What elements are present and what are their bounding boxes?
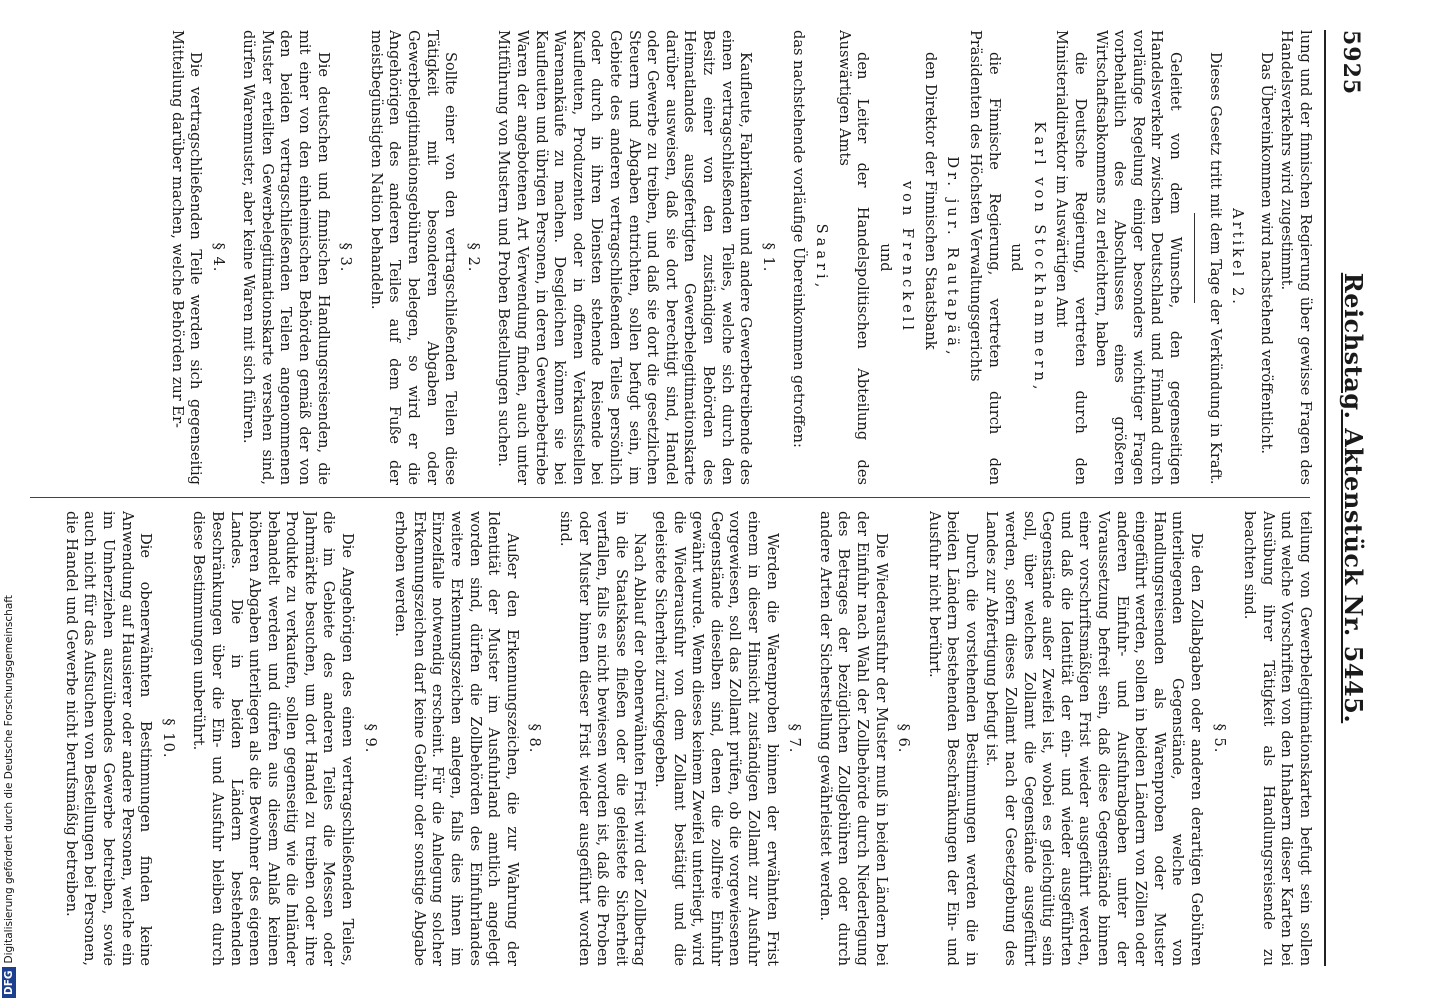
signatory-name: von Frenckell	[899, 180, 917, 335]
paragraph: Geleitet von dem Wunsche, den gegenseitigen Handelsverkehr zwischen Deutschland und Finnland durch vorläufige Regelung einiger besonders wichtiger Fragen vorbehaltlich des Abschlusses eines größeren Wirtschaftsabkommens zu erleichtern, haben	[1092, 30, 1185, 485]
short-divider	[1194, 213, 1195, 303]
paragraph: die Finnische Regierung, vertreten durch den Präsidenten des Höchsten Verwaltungsgerichts	[967, 30, 1003, 485]
paragraph: den Leiter der Handelspolitischen Abteilung des Auswärtigen Amts	[835, 30, 872, 485]
paragraph: die Deutsche Regierung, vertreten durch den Ministerialdirektor im Auswärtigen Amt	[1053, 30, 1090, 485]
paragraph: das nachstehende vorläufige Übereinkommen getroffen:	[790, 30, 808, 448]
conjunction: und	[876, 243, 894, 272]
header-rule	[1324, 30, 1326, 966]
page-title-text: Reichstag. Aktenstück Nr. 5445.	[1339, 272, 1368, 724]
section-heading: § 3.	[337, 242, 355, 273]
section-heading: § 8.	[526, 723, 544, 754]
paragraph: Nach Ablauf der obenerwähnten Frist wird der Zollbetrag in die Staatskasse fließen oder die geleistete Sicherheit verfallen, falls es nicht bewiesen worden ist, daß die Proben oder Muster binnen dieser Frist wieder ausgeführt worden sind.	[557, 511, 649, 966]
paragraph: den Direktor der Finnischen Staatsbank	[921, 52, 939, 350]
column-left	[24, 30, 1314, 485]
paragraph: Dieses Gesetz tritt mit dem Tage der Verkündung in Kraft.	[1206, 52, 1224, 485]
section-heading: § 4.	[209, 242, 227, 273]
page-title	[1338, 30, 1368, 966]
paragraph: Die Angehörigen des einen vertragschließenden Teiles, die im Gebiete des anderen Teiles die Messen oder Jahrmärkte besuchen, um dort Handel zu treiben oder ihre Produkte zu verkaufen, sollen gegenseitig wie die Inländer behandelt werden und dürfen aus diesem Anlaß keinen höheren Abgaben unterliegen als die Bewohner des eigenen Landes. Die in beiden Ländern bestehenden Beschränkungen über die Ein- und Ausfuhr bleiben durch diese Bestimmungen unberührt.	[190, 511, 357, 966]
paragraph: Die den Zollabgaben oder anderen derartigen Gebühren unterliegenden Gegenstände, welche von Handlungsreisenden als Warenproben oder Muster eingeführt werden, sollen in beiden Ländern von Zöllen oder anderen Einfuhr- und Ausfuhrabgaben unter der Voraussetzung befreit sein, daß diese Gegenstände binnen einer vorschriftsmäßigen Frist wieder ausgeführt werden, und daß die Identität der ein- und wieder ausgeführten Gegenstände außer Zweifel ist, wobei es gleichgültig sein soll, über welches Zollamt die Gegenstände ausgeführt werden, sofern dieses Zollamt nach der Gesetzgebung des Landes zur Abfertigung befugt ist.	[983, 511, 1206, 966]
signatory-name: Saari,	[812, 223, 830, 292]
section-heading: § 9.	[361, 723, 379, 754]
paragraph: Durch die vorstehenden Bestimmungen werden die in beiden Ländern bestehenden Beschränkungen der Ein- und Ausfuhr nicht berührt.	[925, 511, 980, 966]
column-right	[24, 511, 1314, 966]
section-heading: § 1.	[759, 242, 777, 273]
paragraph: Kaufleute, Fabrikanten und andere Gewerbetreibende des einen vertragschließenden Teiles, welche sich durch den Besitz einer von den zuständigen Behörden des Heimatlandes ausgefertigten Gewerbelegitimationskarte darüber ausweisen, daß sie dort berechtigt sind, Handel oder Gewerbe zu treiben, und daß sie dort die gesetzlichen Steuern und Abgaben entrichten, sollen befugt sein, im Gebiete des anderen vertragschließenden Teiles persönlich oder durch in ihren Diensten stehende Reisende bei Kaufleuten, Produzenten oder in offenen Verkaufsstellen Warenankäufe zu machen. Desgleichen können sie bei Kaufleuten und übrigen Personen, in deren Gewerbebetriebe Waren der angebotenen Art Verwendung finden, auch unter Mitführung von Mustern und Proben Bestellungen suchen.	[495, 30, 755, 485]
paragraph: Die deutschen und finnischen Handlungsreisenden, die mit einer von den einheimischen Behörden gemäß der von den beiden vertragschließenden Teilen angenommenen Muster erteilten Gewerbelegitimationskarte versehen sind, dürfen Warenmuster, aber keine Waren mit sich führen.	[240, 30, 332, 485]
signatory-name: Karl von Stockhammern,	[1030, 121, 1048, 394]
page-header	[1328, 30, 1368, 966]
column-separator	[30, 497, 1310, 498]
paragraph: Das Übereinkommen wird nachstehend veröffentlicht.	[1257, 52, 1275, 454]
paragraph: Außer den Erkennungszeichen, die zur Wahrung der Identität der Muster im Ausfuhrland amtlich angelegt worden sind, dürfen die Zollbehörden des Einfuhrlandes weitere Erkennungszeichen anlegen, falls dies ihnen im Einzelfalle notwendig erscheint. Für die Anlegung solcher Erkennungszeichen darf keine Gebühr oder sonstige Abgabe erhoben werden.	[392, 511, 521, 966]
section-heading: § 7.	[786, 723, 804, 754]
footer-text: Digitalisierung gefördert durch die Deutsche Forschungsgemeinschaft	[3, 595, 15, 964]
signatory-name: Dr. jur. Rautapää,	[944, 156, 962, 359]
section-heading: § 5.	[1210, 723, 1228, 754]
paragraph: lung und der finnischen Regierung über gewisse Fragen des Handelsverkehrs wird zugestimmt.	[1278, 30, 1314, 485]
section-heading: § 10.	[159, 718, 177, 759]
article-heading: Artikel 2.	[1229, 208, 1247, 307]
footer-credit	[2, 0, 16, 998]
page-number-left: 5925	[1338, 30, 1364, 96]
paragraph: Die vertragschließenden Teile werden sich gegenseitig Mitteilung darüber machen, welche Behörden zur Er-	[168, 30, 205, 485]
paragraph: Die obenerwähnten Bestimmungen finden keine Anwendung auf Hausierer oder andere Personen, welche ein im Umherziehen auszuübendes Gewerbe betreiben, sowie auch nicht für das Aufsuchen von Bestellungen bei Personen, die Handel und Gewerbe nicht berufsmäßig betreiben.	[62, 511, 155, 966]
paragraph: Sollte einer von den vertragschließenden Teilen diese Tätigkeit mit besonderen Abgaben oder Gewerbelegitimationsgebühren belegen, so wird er die Angehörigen des anderen Teiles auf dem Fuße der meistbegünstigten Nation behandeln.	[367, 30, 460, 485]
conjunction: und	[1008, 243, 1026, 272]
paragraph: Die Wiederausfuhr der Muster muß in beiden Ländern bei der Einfuhr nach Wahl der Zollbehörde durch Niederlegung des Betrages der bezüglichen Zollgebühren oder durch andere Arten der Sicherstellung gewährleistet werden.	[816, 511, 890, 966]
paragraph: Werden die Warenproben binnen der erwähnten Frist einem in dieser Hinsicht zuständigen Zollamt zur Ausfuhr vorgewiesen, soll das Zollamt prüfen, ob die vorgewiesenen Gegenstände dieselben sind, denen die zollfreie Einfuhr gewährt wurde. Wenn dieses keinem Zweifel unterliegt, wird die Wiederausfuhr von dem Zollamt bestätigt und die geleistete Sicherheit zurückgegeben.	[652, 511, 781, 966]
section-heading: § 6.	[895, 723, 913, 754]
section-heading: § 2.	[464, 242, 482, 273]
paragraph: teilung von Gewerbelegitimationskarten befugt sein sollen und welche Vorschriften von den Inhabern dieser Karten bei Ausübung ihrer Tätigkeit als Handlungsreisende zu beachten sind.	[1241, 511, 1314, 966]
dfg-logo: DFG	[2, 967, 16, 998]
